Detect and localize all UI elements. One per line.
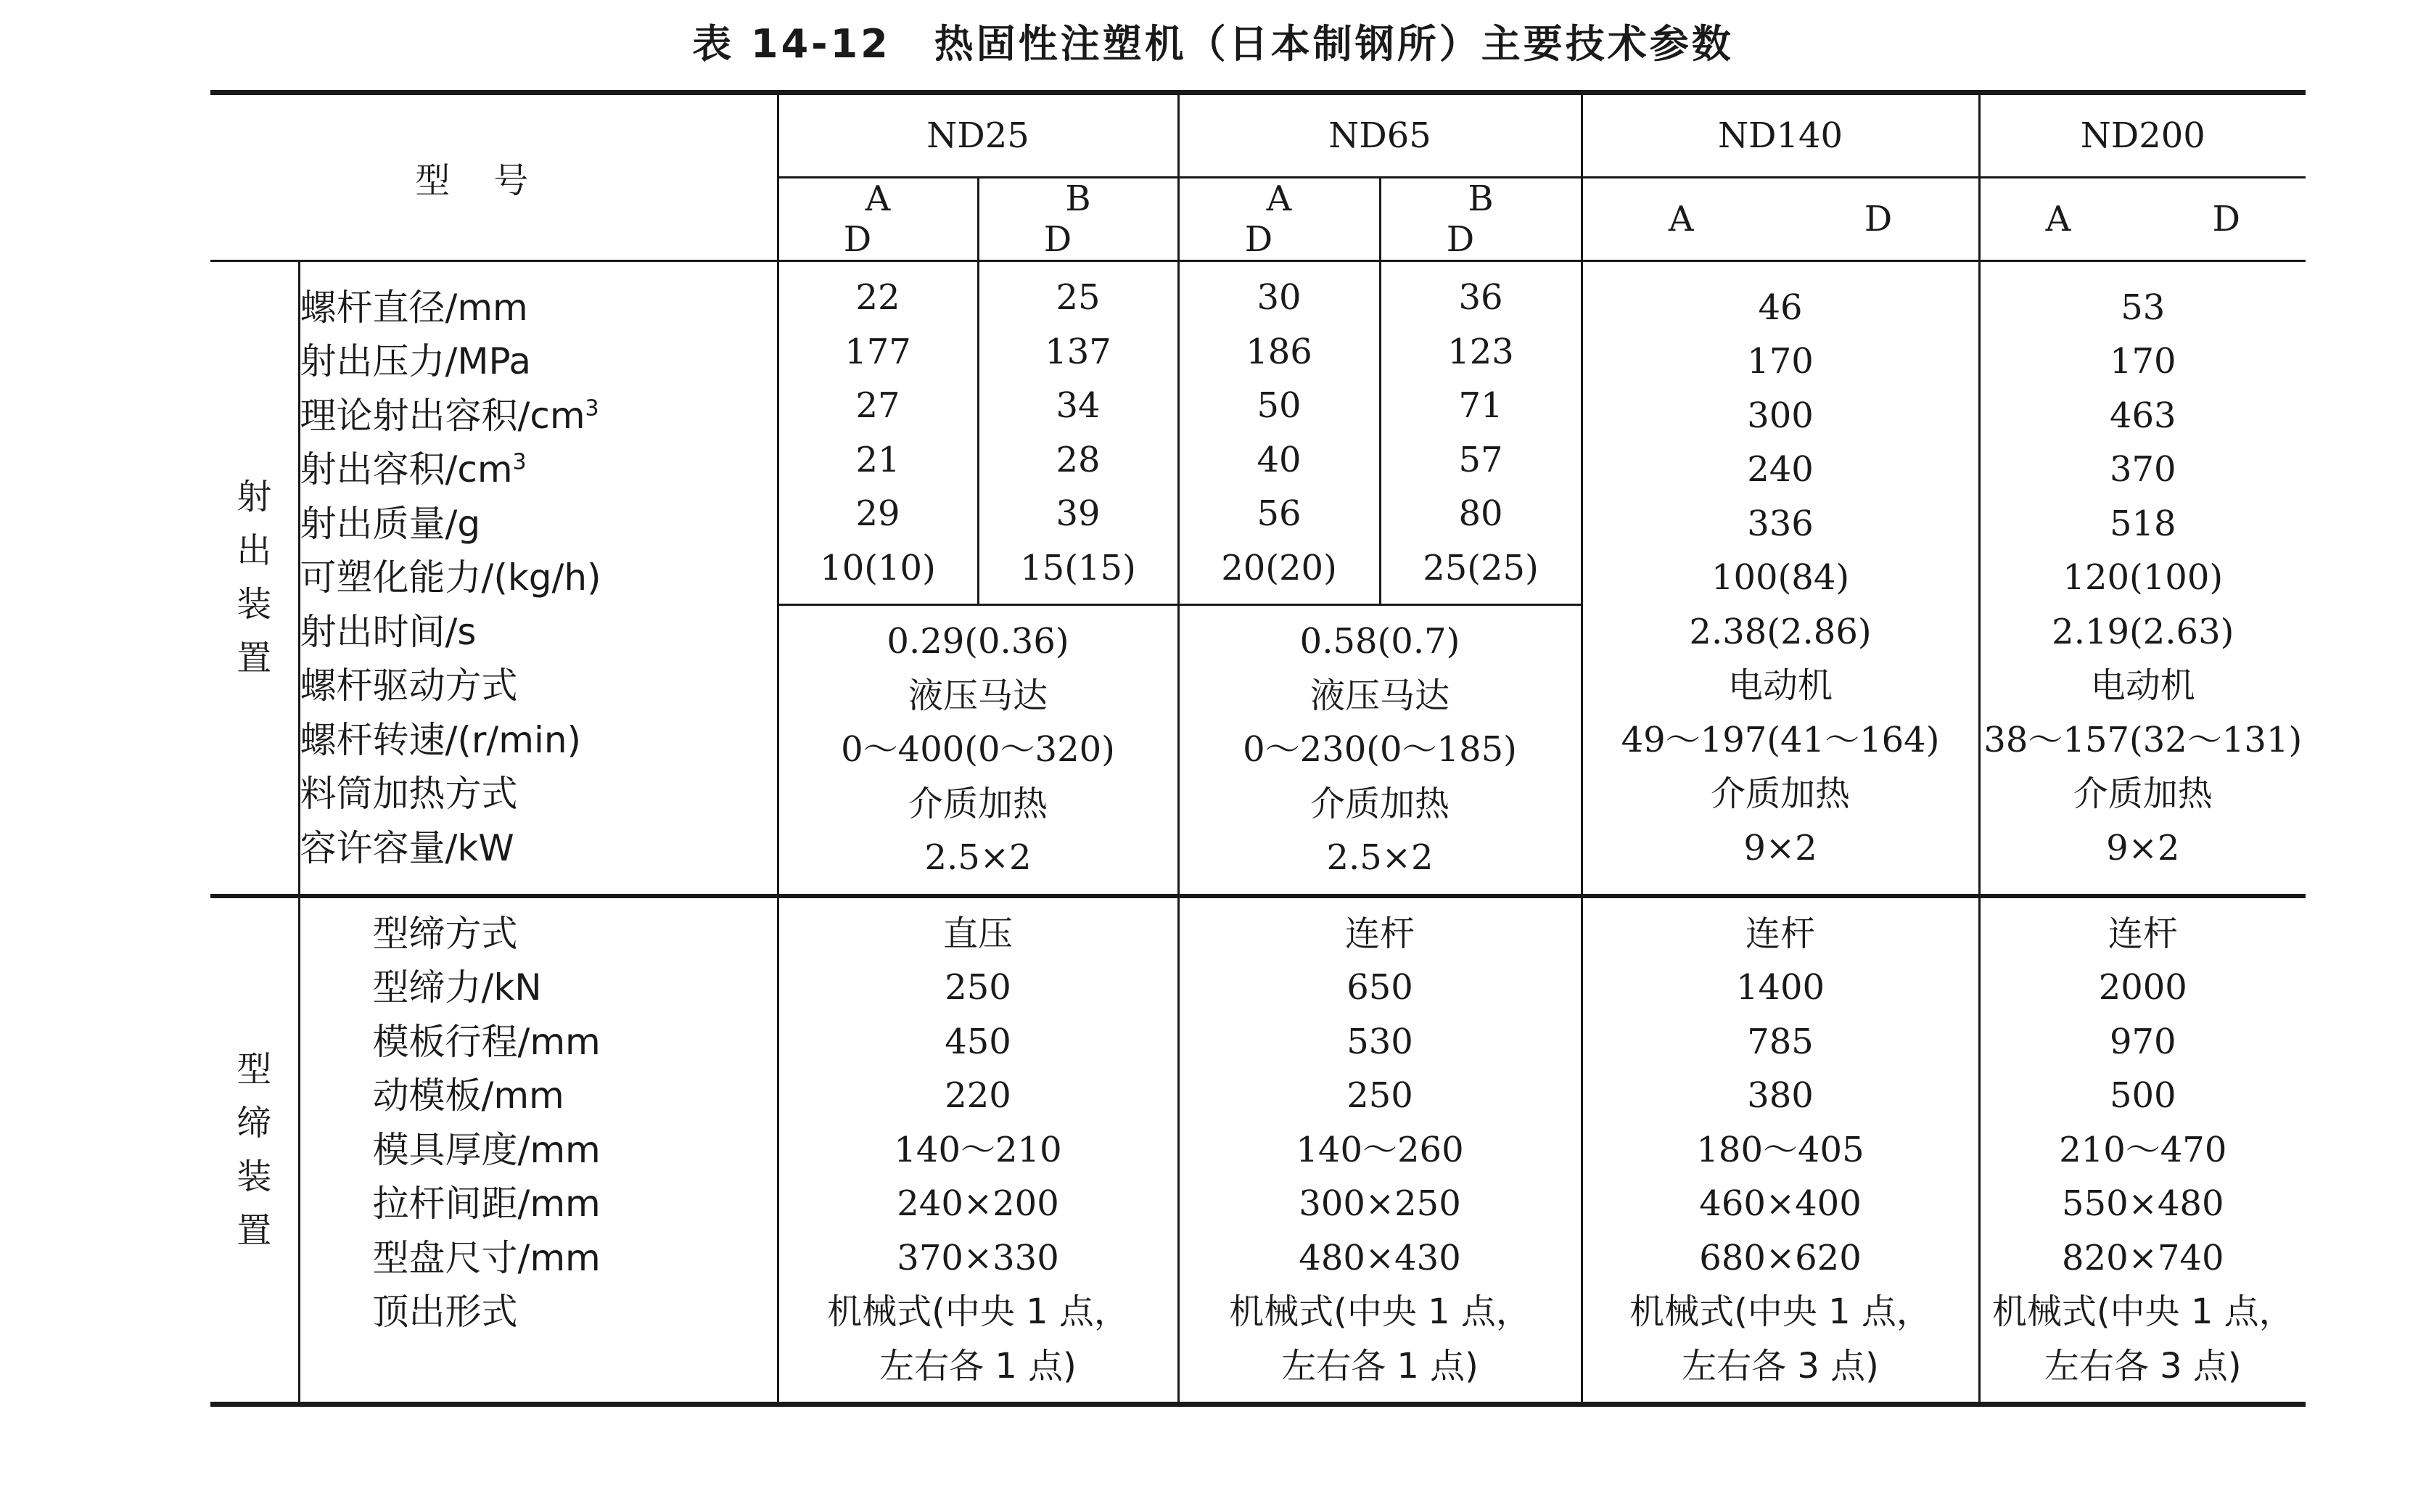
table-number: 表 14-12 [692,21,891,67]
mode-nd65-ad: A D [1178,178,1380,261]
spec-table [210,90,2306,1407]
label-platen-size: 型盘尺寸/mm [372,1236,601,1279]
injection-row-top [210,261,2306,605]
label-tie-bar-spacing: 拉杆间距/mm [372,1183,601,1225]
nd25-ad-values: 22 177 27 21 29 10(10) [778,261,978,605]
model-nd200: ND200 [1979,93,2306,178]
clamping-labels [299,896,778,1405]
model-nd140: ND140 [1582,93,1979,178]
label-injection-time: 射出时间/s [300,610,477,653]
label-clamping-method: 型缔方式 [372,912,518,955]
nd65-clamping-values: 连杆 650 530 250 140～260 300×250 480×430 机械式(中央 1 点， 左右各 1 点) [1178,896,1582,1405]
nd25-bd-values: 25 137 34 28 39 15(15) [978,261,1178,605]
model-header-cell [210,93,778,261]
label-clamping-force: 型缔力/kN [372,966,542,1008]
nd65-ad-values: 30 186 50 40 56 20(20) [1178,261,1380,605]
label-injection-mass: 射出质量/g [300,502,481,545]
label-platen-stroke: 模板行程/mm [372,1020,601,1063]
nd25-shared-values: 0.29(0.36) 液压马达 0～400(0～320) 介质加热 2.5×2 [778,605,1178,896]
model-nd65: ND65 [1178,93,1582,178]
nd200-clamping-values: 连杆 2000 970 500 210～470 550×480 820×740 机械式(中央 1 点， 左右各 3 点) [1979,896,2306,1405]
nd25-clamping-values: 直压 250 450 220 140～210 240×200 370×330 机械式(中央 1 点， 左右各 1 点) [778,896,1178,1405]
label-screw-speed: 螺杆转速/(r/min) [300,718,582,761]
label-moving-platen: 动模板/mm [372,1075,564,1117]
label-ejection-type: 顶出形式 [372,1291,518,1333]
nd65-shared-values: 0.58(0.7) 液压马达 0～230(0～185) 介质加热 2.5×2 [1178,605,1582,896]
label-injection-volume: 射出容积$/cm^3$ [300,448,527,490]
injection-labels [299,261,778,896]
model-nd25: ND25 [778,93,1178,178]
mode-nd140-ad: A D [1582,178,1979,261]
model-label: 型号 [415,160,572,201]
label-barrel-heating: 料筒加热方式 [300,773,518,815]
label-plasticizing-capacity: 可塑化能力/(kg/h) [300,556,601,599]
nd140-injection-values: 46 170 300 240 336 100(84) 2.38(2.86) 电动机 49～197(41～164) 介质加热 9×2 [1582,261,1979,896]
mode-nd65-bd: B D [1380,178,1582,261]
table-caption [0,13,2426,69]
label-injection-pressure: 射出压力/MPa [300,340,532,382]
nd140-clamping-values: 连杆 1400 785 380 180～405 460×400 680×620 机械式(中央 1 点， 左右各 3 点) [1582,896,1979,1405]
header-row-models [210,93,2306,178]
label-allowed-capacity: 容许容量/kW [300,826,514,869]
label-screw-drive: 螺杆驱动方式 [300,665,518,707]
table-title: 热固性注塑机（日本制钢所）主要技术参数 [934,21,1734,67]
clamping-group-label: 型 缔 装 置 [210,896,299,1405]
mode-nd200-ad: A D [1979,178,2306,261]
clamping-row [210,896,2306,1405]
mode-nd25-ad: A D [778,178,978,261]
nd200-injection-values: 53 170 463 370 518 120(100) 2.19(2.63) 电动机 38～157(32～131) 介质加热 9×2 [1979,261,2306,896]
label-mold-thickness: 模具厚度/mm [372,1128,601,1171]
label-screw-diameter: 螺杆直径/mm [300,286,528,329]
label-theoretical-volume: 理论射出容积$/cm^3$ [300,394,599,437]
injection-group-label: 射 出 装 置 [210,261,299,896]
nd65-bd-values: 36 123 71 57 80 25(25) [1380,261,1582,605]
mode-nd25-bd: B D [978,178,1178,261]
